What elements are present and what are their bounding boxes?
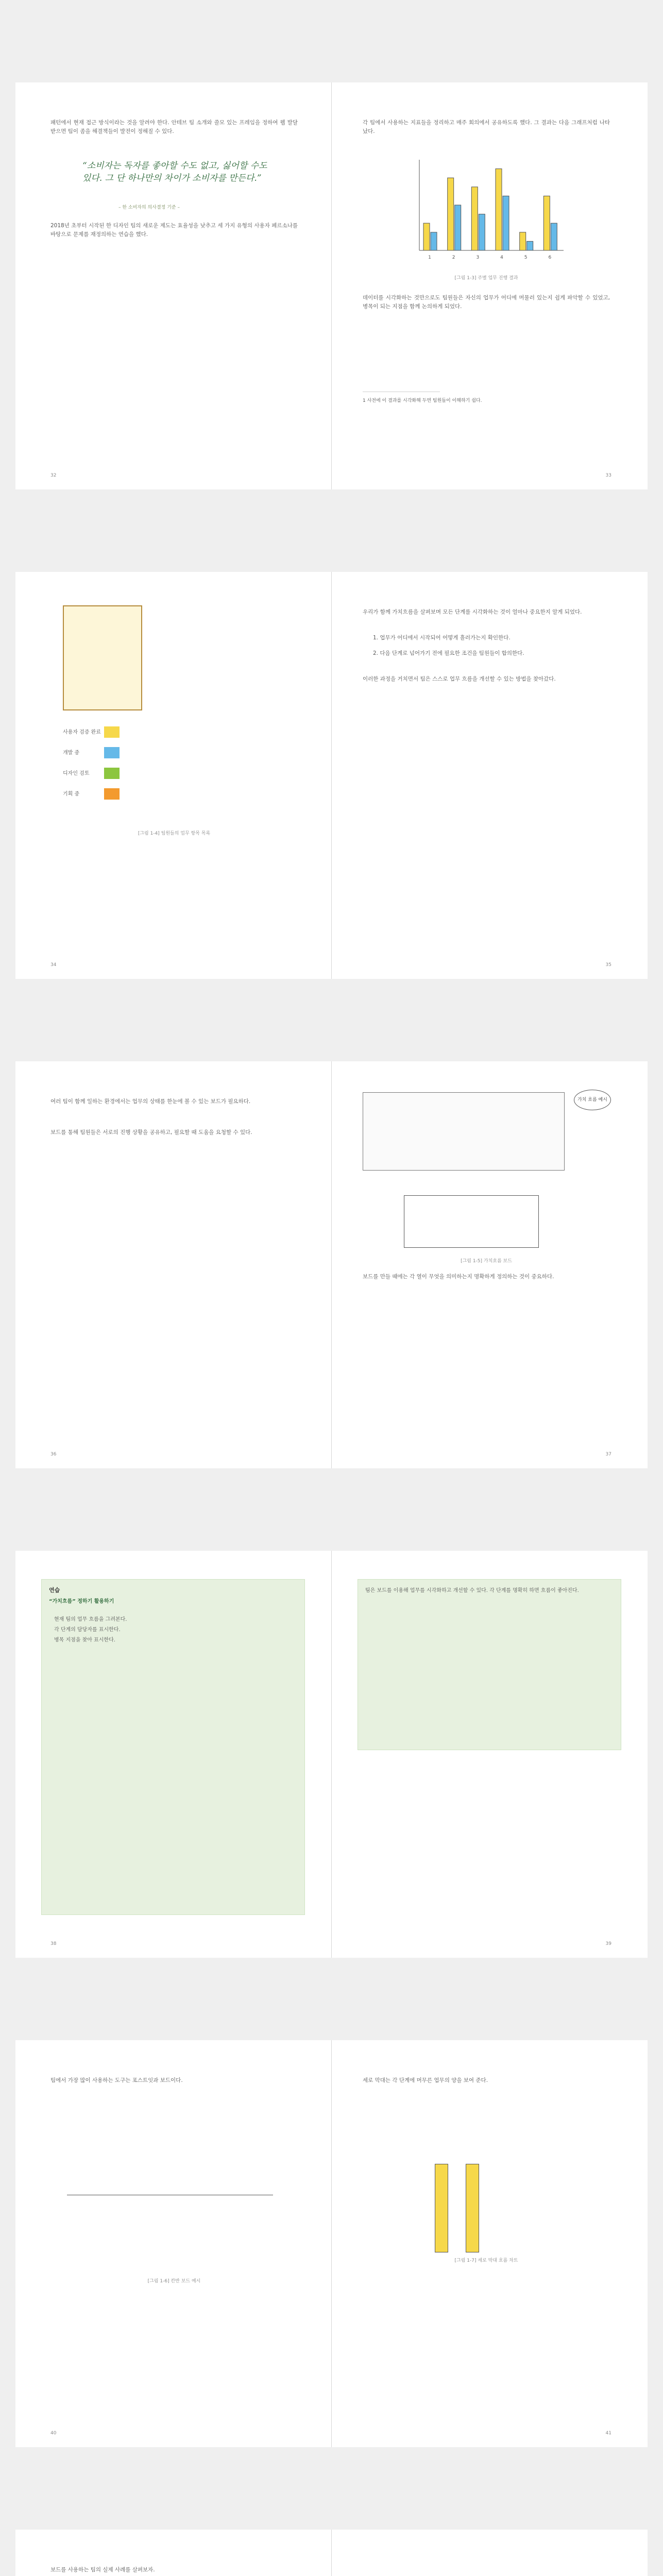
page-36 bbox=[15, 1061, 331, 1468]
list-item: 현재 팀의 업무 흐름을 그려본다. bbox=[54, 1617, 127, 1622]
page-number: 38 bbox=[50, 1941, 57, 1946]
value-stream-board bbox=[363, 1092, 565, 1171]
bar bbox=[496, 169, 502, 250]
page-38 bbox=[15, 1551, 331, 1958]
list-item: 1. 업무가 어디에서 시작되어 어떻게 흘러가는지 확인한다. bbox=[373, 635, 511, 641]
speech-bubble: 가치 흐름 예시 bbox=[574, 1090, 611, 1110]
board-sketch bbox=[404, 1195, 539, 1248]
bar bbox=[423, 223, 430, 250]
bar-column bbox=[435, 2164, 448, 2252]
page-34 bbox=[15, 572, 331, 979]
spread-1 bbox=[15, 82, 648, 489]
pull-quote: “소비자는 독자를 좋아할 수도 없고, 싫어할 수도 있다. 그 단 하나만의 차이가 소비자를 만든다.” bbox=[82, 161, 267, 183]
paragraph: 각 팀에서 사용하는 지표들을 정리하고 매주 회의에서 공유하도록 했다. 그 결과는 다음 그래프처럼 나타났다. bbox=[363, 120, 610, 134]
page-32 bbox=[15, 82, 331, 489]
page-number: 39 bbox=[605, 1941, 611, 1946]
page-number: 41 bbox=[605, 2431, 611, 2436]
paragraph: 보드를 사용하는 팀의 실제 사례를 살펴보자. bbox=[50, 2567, 155, 2573]
spread-5 bbox=[15, 2040, 648, 2447]
x-tick-label: 6 bbox=[548, 255, 552, 260]
x-tick-label: 2 bbox=[452, 255, 455, 260]
legend-item: 기획 중 bbox=[63, 791, 80, 797]
spread-3 bbox=[15, 1061, 648, 1468]
figure-caption: [그림 1-4] 팀원들의 업무 항목 목록 bbox=[138, 831, 211, 836]
bar bbox=[503, 196, 509, 250]
bar bbox=[479, 214, 485, 250]
page-number: 40 bbox=[50, 2431, 57, 2436]
bar bbox=[448, 178, 454, 250]
exercise-box-continued bbox=[358, 1579, 621, 1750]
bar bbox=[520, 232, 526, 250]
list-item: 병목 지점을 찾아 표시한다. bbox=[54, 1637, 115, 1643]
page-number: 36 bbox=[50, 1452, 57, 1457]
paragraph: 2018년 초부터 시작된 한 디자인 팀의 새로운 제도는 효율성을 낮추고 세 가지 유형의 사용자 페르소나를 바탕으로 문제를 재정의하는 연습을 했다. bbox=[50, 223, 298, 238]
paragraph: 이러한 과정을 거치면서 팀은 스스로 업무 흐름을 개선할 수 있는 방법을 찾아갔다. bbox=[363, 676, 556, 682]
exercise-box bbox=[41, 1579, 305, 1915]
paragraph: 패턴에서 현재 접근 방식이라는 것을 알려야 한다. 안테브 팀 소개와 쓸모 있는 프레임을 정하여 웹 발달 받으면 팀이 좀을 해결책들이 발전이 정해질 수 있다. bbox=[50, 120, 298, 134]
page-35 bbox=[332, 572, 648, 979]
bar bbox=[543, 196, 550, 250]
list-item: 각 단계의 담당자를 표시한다. bbox=[54, 1627, 121, 1633]
bar bbox=[431, 232, 437, 250]
page-number: 32 bbox=[50, 473, 57, 478]
page-37 bbox=[332, 1061, 648, 1468]
quote-source: – 한 소비자의 의사결정 기준 – bbox=[118, 205, 180, 210]
page-number: 35 bbox=[605, 962, 611, 968]
figure-caption: [그림 1-5] 가치흐름 보드 bbox=[461, 1259, 512, 1264]
kanban-sketch bbox=[67, 2195, 273, 2267]
spread-2 bbox=[15, 572, 648, 979]
legend-item: 개발 중 bbox=[63, 750, 80, 756]
bar-chart bbox=[404, 155, 569, 263]
x-tick-label: 4 bbox=[500, 255, 503, 260]
paragraph: 팀에서 가장 많이 사용하는 도구는 포스트잇과 보드이다. bbox=[50, 2077, 183, 2083]
box-title: 연습 bbox=[49, 1587, 60, 1594]
bar bbox=[455, 205, 461, 250]
list-item: 2. 다음 단계로 넘어가기 전에 필요한 조건을 팀원들이 합의한다. bbox=[373, 650, 524, 656]
paragraph: 보드를 만들 때에는 각 열이 무엇을 의미하는지 명확하게 정의하는 것이 중요하다. bbox=[363, 1274, 554, 1280]
footnote: 1 사전에 이 결과를 시각화해 두면 팀원들이 이해하기 쉽다. bbox=[363, 398, 482, 403]
x-tick-label: 1 bbox=[428, 255, 431, 260]
bar bbox=[551, 223, 557, 250]
page-43 bbox=[332, 2530, 648, 2576]
page-number: 33 bbox=[605, 473, 611, 478]
x-tick-label: 5 bbox=[524, 255, 528, 260]
handwritten-list-illustration bbox=[63, 605, 142, 710]
paragraph: 여러 팀이 함께 일하는 환경에서는 업무의 상태를 한눈에 볼 수 있는 보드가 필요하다. bbox=[50, 1098, 251, 1105]
x-tick-label: 3 bbox=[476, 255, 480, 260]
bar-column bbox=[466, 2164, 479, 2252]
page-33 bbox=[332, 82, 648, 489]
figure-caption: [그림 1-7] 세로 막대 흐름 차트 bbox=[454, 2258, 518, 2263]
legend-item: 디자인 검토 bbox=[63, 771, 90, 776]
page-40 bbox=[15, 2040, 331, 2447]
spread-4 bbox=[15, 1551, 648, 1958]
box-text: 팀은 보드를 이용해 업무를 시각화하고 개선할 수 있다. 각 단계를 명확히 하면 흐름이 좋아진다. bbox=[365, 1588, 579, 1594]
bar bbox=[471, 187, 478, 250]
page-number: 37 bbox=[605, 1452, 611, 1457]
bar bbox=[527, 241, 533, 250]
box-subtitle: “가치흐름” 정하기 활용하기 bbox=[49, 1599, 114, 1604]
paragraph: 데이터를 시각화하는 것만으로도 팀원들은 자신의 업무가 어디에 머물러 있는지 쉽게 파악할 수 있었고, 병목이 되는 지점을 함께 논의하게 되었다. bbox=[363, 295, 610, 310]
page-39 bbox=[332, 1551, 648, 1958]
legend-item: 사용자 검증 완료 bbox=[63, 730, 101, 735]
page-41 bbox=[332, 2040, 648, 2447]
paragraph: 세로 막대는 각 단계에 머무른 업무의 양을 보여 준다. bbox=[363, 2077, 488, 2083]
paragraph: 우리가 함께 가치흐름을 살펴보며 모든 단계를 시각화하는 것이 얼마나 중요한지 알게 되었다. bbox=[363, 609, 582, 615]
page-number: 34 bbox=[50, 962, 57, 968]
paragraph: 보드를 통해 팀원들은 서로의 진행 상황을 공유하고, 필요할 때 도움을 요청할 수 있다. bbox=[50, 1129, 252, 1136]
figure-caption: [그림 1-3] 주별 업무 진행 결과 bbox=[454, 276, 518, 281]
figure-caption: [그림 1-6] 칸반 보드 예시 bbox=[147, 2279, 201, 2284]
spread-6 bbox=[15, 2530, 648, 2576]
page-42 bbox=[15, 2530, 331, 2576]
